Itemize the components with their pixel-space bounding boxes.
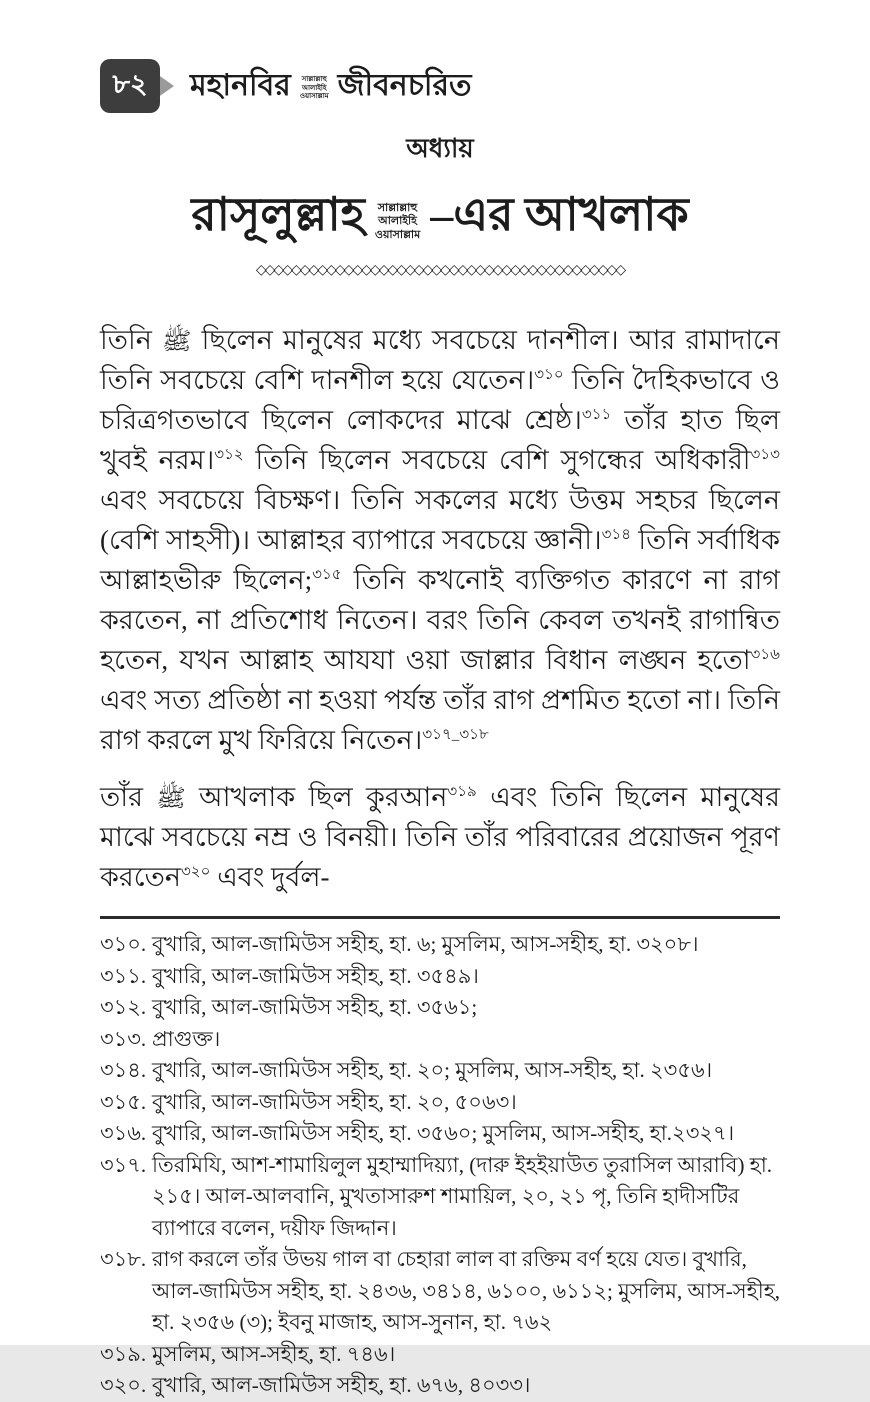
footnote-number: ৩১২.	[100, 995, 147, 1020]
book-title-pre: মহানবির	[190, 68, 291, 102]
footnote-number: ৩১৬.	[100, 1121, 147, 1146]
footnote-item	[100, 1339, 780, 1371]
honorific-line: ওয়াসাল্লাম	[299, 92, 329, 101]
chapter-title	[100, 180, 780, 256]
sallallahu-calligraphy-symbol: ﷺ	[162, 328, 192, 355]
footnote-number: ৩১৯.	[100, 1341, 147, 1366]
footnote-reference: ৩১১	[581, 406, 612, 423]
body-paragraph: তিনি ﷺ ছিলেন মানুষের মধ্যে সবচেয়ে দানশীল। আর রামাদানে তিনি সবচেয়ে বেশি দানশীল হয়ে যেতেন।$^{৩১০}$ তিনি দৈহিকভাবে ও চরিত্রগতভাবে ছিলেন লোকদের মাঝে শ্রেষ্ঠ।$^{৩১১}$ তাঁর হাত ছিল খুবই নরম।$^{৩১২}$ তিনি ছিলেন সবচেয়ে বেশি সুগন্ধের অধিকারী$^{৩১৩}$ এবং সবচেয়ে বিচক্ষণ। তিনি সকলের মধ্যে উত্তম সহচর ছিলেন (বেশি সাহসী)। আল্লাহর ব্যাপারে সবচেয়ে জ্ঞানী।$^{৩১৪}$ তিনি সর্বাধিক আল্লাহভীরু ছিলেন;$^{৩১৫}$ তিনি কখনোই ব্যক্তিগত কারণে না রাগ করতেন, না প্রতিশোধ নিতেন। বরং তিনি কেবল তখনই রাগান্বিত হতেন, যখন আল্লাহ আযযা ওয়া জাল্লার বিধান লঙ্ঘন হতো$^{৩১৬}$ এবং সত্য প্রতিষ্ঠা না হওয়া পর্যন্ত তাঁর রাগ প্রশমিত হতো না। তিনি রাগ করলে মুখ ফিরিয়ে নিতেন।$^{৩১৭\_৩১৮}$	[100, 325, 781, 755]
footnote-item	[100, 992, 780, 1024]
footnote-reference: ৩১৩	[750, 446, 780, 463]
footnote-reference: ৩১৫	[312, 566, 342, 583]
footnote-item	[100, 961, 780, 993]
footnote-number: ৩১৮.	[100, 1247, 147, 1272]
footnote-item	[100, 1118, 780, 1150]
honorific-line: সাল্লাল্লাহু	[301, 75, 327, 84]
footnote-number: ৩১১.	[100, 963, 147, 988]
footnote-text: বুখারি, আল-জামিউস সহীহ, হা. ৩৫৪৯।	[152, 963, 479, 988]
chapter-title-pre: রাসূলুল্লাহ	[191, 189, 365, 240]
footnote-text: রাগ করলে তাঁর উভয় গাল বা চেহারা লাল বা রক্তিম বর্ণ হয়ে যেত। বুখারি, আল-জামিউস সহীহ, হা. ২৪৩৬, ৩৪১৪, ৬১০০, ৬১১২; মুসলিম, আস-সহীহ, হা. ২৩৫৬ (৩); ইবনু মাজাহ, আস-সুনান, হা. ৭৬২	[152, 1247, 780, 1335]
footnote-text: বুখারি, আল-জামিউস সহীহ, হা. ২০, ৫০৬৩।	[152, 1089, 517, 1114]
running-header	[100, 58, 780, 114]
footnote-number: ৩১৩.	[100, 1026, 147, 1051]
footnote-number: ৩১৭.	[100, 1152, 147, 1177]
book-title	[190, 61, 471, 112]
footnote-text: বুখারি, আল-জামিউস সহীহ, হা. ৬৭৬, ৪০৩৩।	[152, 1373, 531, 1398]
honorific-line: ওয়াসাল্লাম	[374, 228, 421, 241]
page-number: ৮২	[112, 68, 148, 99]
book-title-post: জীবনচরিত	[337, 68, 472, 102]
footnote-text: বুখারি, আল-জামিউস সহীহ, হা. ৬; মুসলিম, আস-সহীহ, হা. ৩২০৮।	[152, 932, 699, 957]
footnote-item	[100, 1087, 780, 1119]
footnote-reference: ৩১৪	[601, 526, 632, 543]
footnote-item	[100, 1055, 780, 1087]
honorific-line: সাল্লাল্লাহু	[377, 202, 418, 215]
footnote-number: ৩১৫.	[100, 1089, 147, 1114]
page-number-badge	[100, 59, 160, 113]
chapter-kicker: অধ্যায়	[406, 134, 474, 163]
footnote-text: প্রাগুক্ত।	[152, 1026, 221, 1051]
diamond-chain-divider: ◇◇◇◇◇◇◇◇◇◇◇◇◇◇◇◇◇◇◇◇◇◇◇◇◇◇◇◇◇◇◇◇◇◇◇◇◇◇◇◇◇◇	[255, 263, 625, 278]
footnote-number: ৩২০.	[100, 1373, 147, 1398]
chapter-title-post: –এর আখলাক	[430, 189, 689, 240]
honorific-line: আলাইহি	[378, 215, 417, 228]
footnote-number: ৩১৪.	[100, 1058, 147, 1083]
footnote-text: বুখারি, আল-জামিউস সহীহ, হা. ৩৫৬০; মুসলিম, আস-সহীহ, হা.২৩২৭।	[152, 1121, 735, 1146]
footnote-text: বুখারি, আল-জামিউস সহীহ, হা. ২০; মুসলিম, আস-সহীহ, হা. ২৩৫৬।	[152, 1058, 713, 1083]
footnote-separator-rule	[100, 916, 780, 919]
footnote-text: মুসলিম, আস-সহীহ, হা. ৭৪৬।	[152, 1341, 396, 1366]
honorific-line: আলাইহি	[301, 83, 327, 92]
footnote-item	[100, 1370, 780, 1402]
footnote-reference: ৩২০	[180, 864, 211, 881]
footnote-reference: ৩১৯	[447, 784, 477, 801]
honorific-stack	[300, 75, 329, 100]
footnote-item	[100, 1150, 780, 1245]
footnote-text: তিরমিযি, আশ-শামায়িলুল মুহাম্মাদিয়্যা, (দারু ইহইয়াউত তুরাসিল আরাবি) হা. ২১৫। আল-আলবানি, মুখতাসারুশ শামায়িল, ২০, ২১ পৃ, তিনি হাদীসটির ব্যাপারে বলেন, দয়ীফ জিদ্দান।	[152, 1152, 773, 1240]
footnote-item	[100, 1244, 780, 1339]
footnote-number: ৩১০.	[100, 932, 147, 957]
footnotes	[100, 929, 780, 1402]
footnote-item	[100, 929, 780, 961]
honorific-stack	[375, 202, 420, 242]
footnote-reference: ৩১৭_৩১৮	[422, 726, 489, 743]
footnote-text: বুখারি, আল-জামিউস সহীহ, হা. ৩৫৬১;	[152, 995, 478, 1020]
body-paragraph: তাঁর ﷺ আখলাক ছিল কুরআন$^{৩১৯}$ এবং তিনি ছিলেন মানুষের মাঝে সবচেয়ে নম্র ও বিনয়ী। তিনি তাঁর পরিবারের প্রয়োজন পূরণ করতেন$^{৩২০}$ এবং দুর্বল-	[100, 782, 780, 893]
footnote-reference: ৩১৬	[750, 646, 780, 663]
body-text	[100, 321, 780, 898]
sallallahu-calligraphy-symbol: ﷺ	[156, 785, 186, 813]
footnote-reference: ৩১০	[534, 366, 564, 383]
footnote-item	[100, 1024, 780, 1056]
footnote-reference: ৩১২	[214, 446, 244, 463]
